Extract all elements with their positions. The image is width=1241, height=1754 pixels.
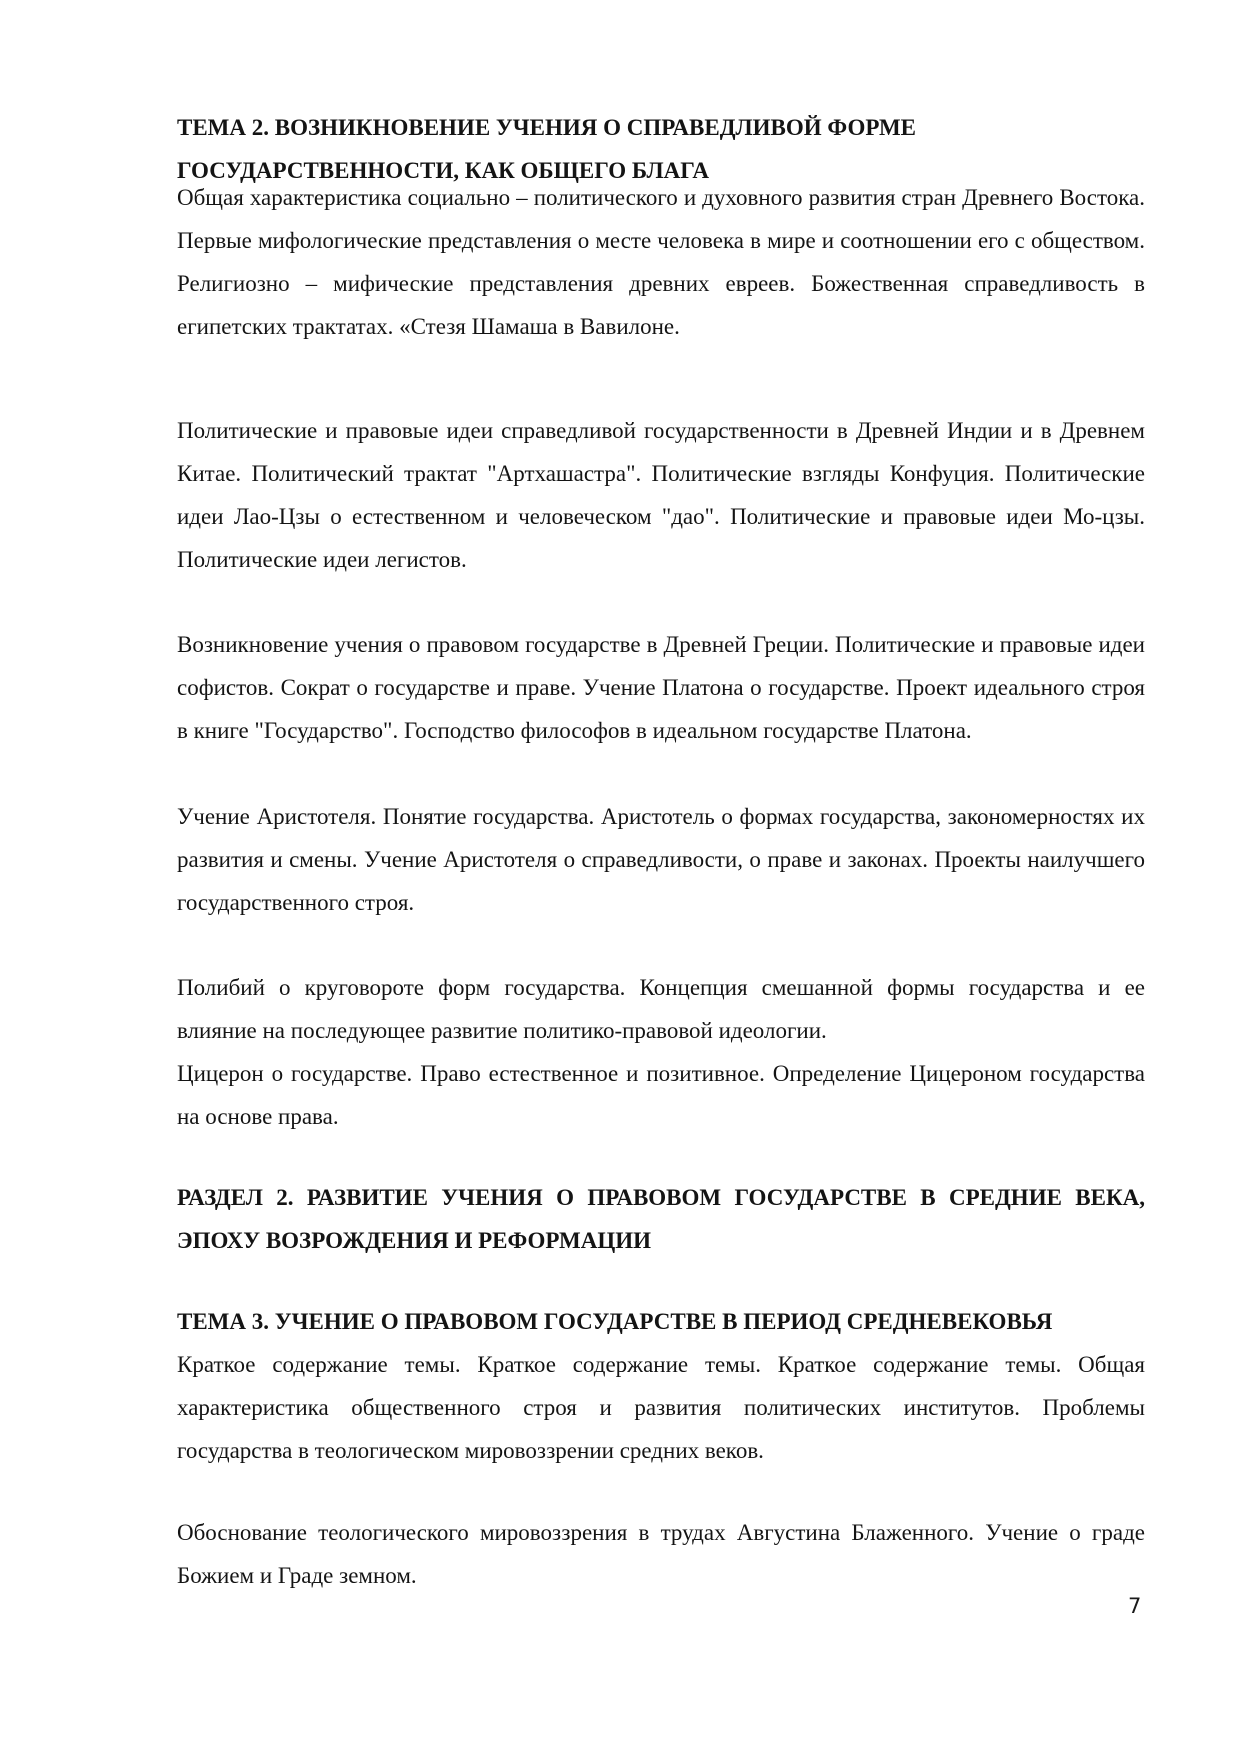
- section-2-heading: РАЗДЕЛ 2. РАЗВИТИЕ УЧЕНИЯ О ПРАВОВОМ ГОСУДАРСТВЕ В СРЕДНИЕ ВЕКА, ЭПОХУ ВОЗРОЖДЕНИЯ И РЕФОРМАЦИИ: [177, 1185, 1145, 1253]
- paragraph-middle-ages: Краткое содержание темы. Краткое содержание темы. Краткое содержание темы. Общая характеристика общественного строя и развития политических институтов. Проблемы государства в теологическом мировоззрении средних веков.: [177, 1352, 1145, 1463]
- paragraph-india-china: Политические и правовые идеи справедливой государственности в Древней Индии и в Древнем Китае. Политический трактат "Артхашастра". Политические взгляды Конфуция. Политические идеи Лао-Цзы о естественном и человеческом "дао". Политические и правовые идеи Мо-цзы. Политические идеи легистов.: [177, 418, 1145, 572]
- paragraph-polybius: Полибий о круговороте форм государства. Концепция смешанной формы государства и ее влияние на последующее развитие политико-правовой идеологии.: [177, 975, 1145, 1043]
- paragraph-ancient-greece: Возникновение учения о правовом государстве в Древней Греции. Политические и правовые идеи софистов. Сократ о государстве и праве. Учение Платона о государстве. Проект идеального строя в книге "Государство". Господство философов в идеальном государстве Платона.: [177, 632, 1145, 743]
- paragraph-aristotle: Учение Аристотеля. Понятие государства. Аристотель о формах государства, закономерностях их развития и смены. Учение Аристотеля о справедливости, о праве и законах. Проекты наилучшего государственного строя.: [177, 804, 1145, 915]
- page-number: 7: [1128, 1594, 1142, 1618]
- paragraph-ancient-east: Общая характеристика социально – политического и духовного развития стран Древнего Востока. Первые мифологические представления о месте человека в мире и соотношении его с обществом. Религиозно – мифические представления древних евреев. Божественная справедливость в египетских трактатах. «Стезя Шамаша в Вавилоне.: [177, 185, 1145, 339]
- topic-2-heading: ТЕМА 2. ВОЗНИКНОВЕНИЕ УЧЕНИЯ О СПРАВЕДЛИВОЙ ФОРМЕ ГОСУДАРСТВЕННОСТИ, КАК ОБЩЕГО БЛАГА: [177, 115, 916, 183]
- paragraph-cicero: Цицерон о государстве. Право естественное и позитивное. Определение Цицероном государства на основе права.: [177, 1061, 1145, 1129]
- paragraph-augustine: Обоснование теологического мировоззрения в трудах Августина Блаженного. Учение о граде Божием и Граде земном.: [177, 1520, 1145, 1588]
- topic-3-heading: ТЕМА 3. УЧЕНИЕ О ПРАВОВОМ ГОСУДАРСТВЕ В ПЕРИОД СРЕДНЕВЕКОВЬЯ: [177, 1309, 1053, 1334]
